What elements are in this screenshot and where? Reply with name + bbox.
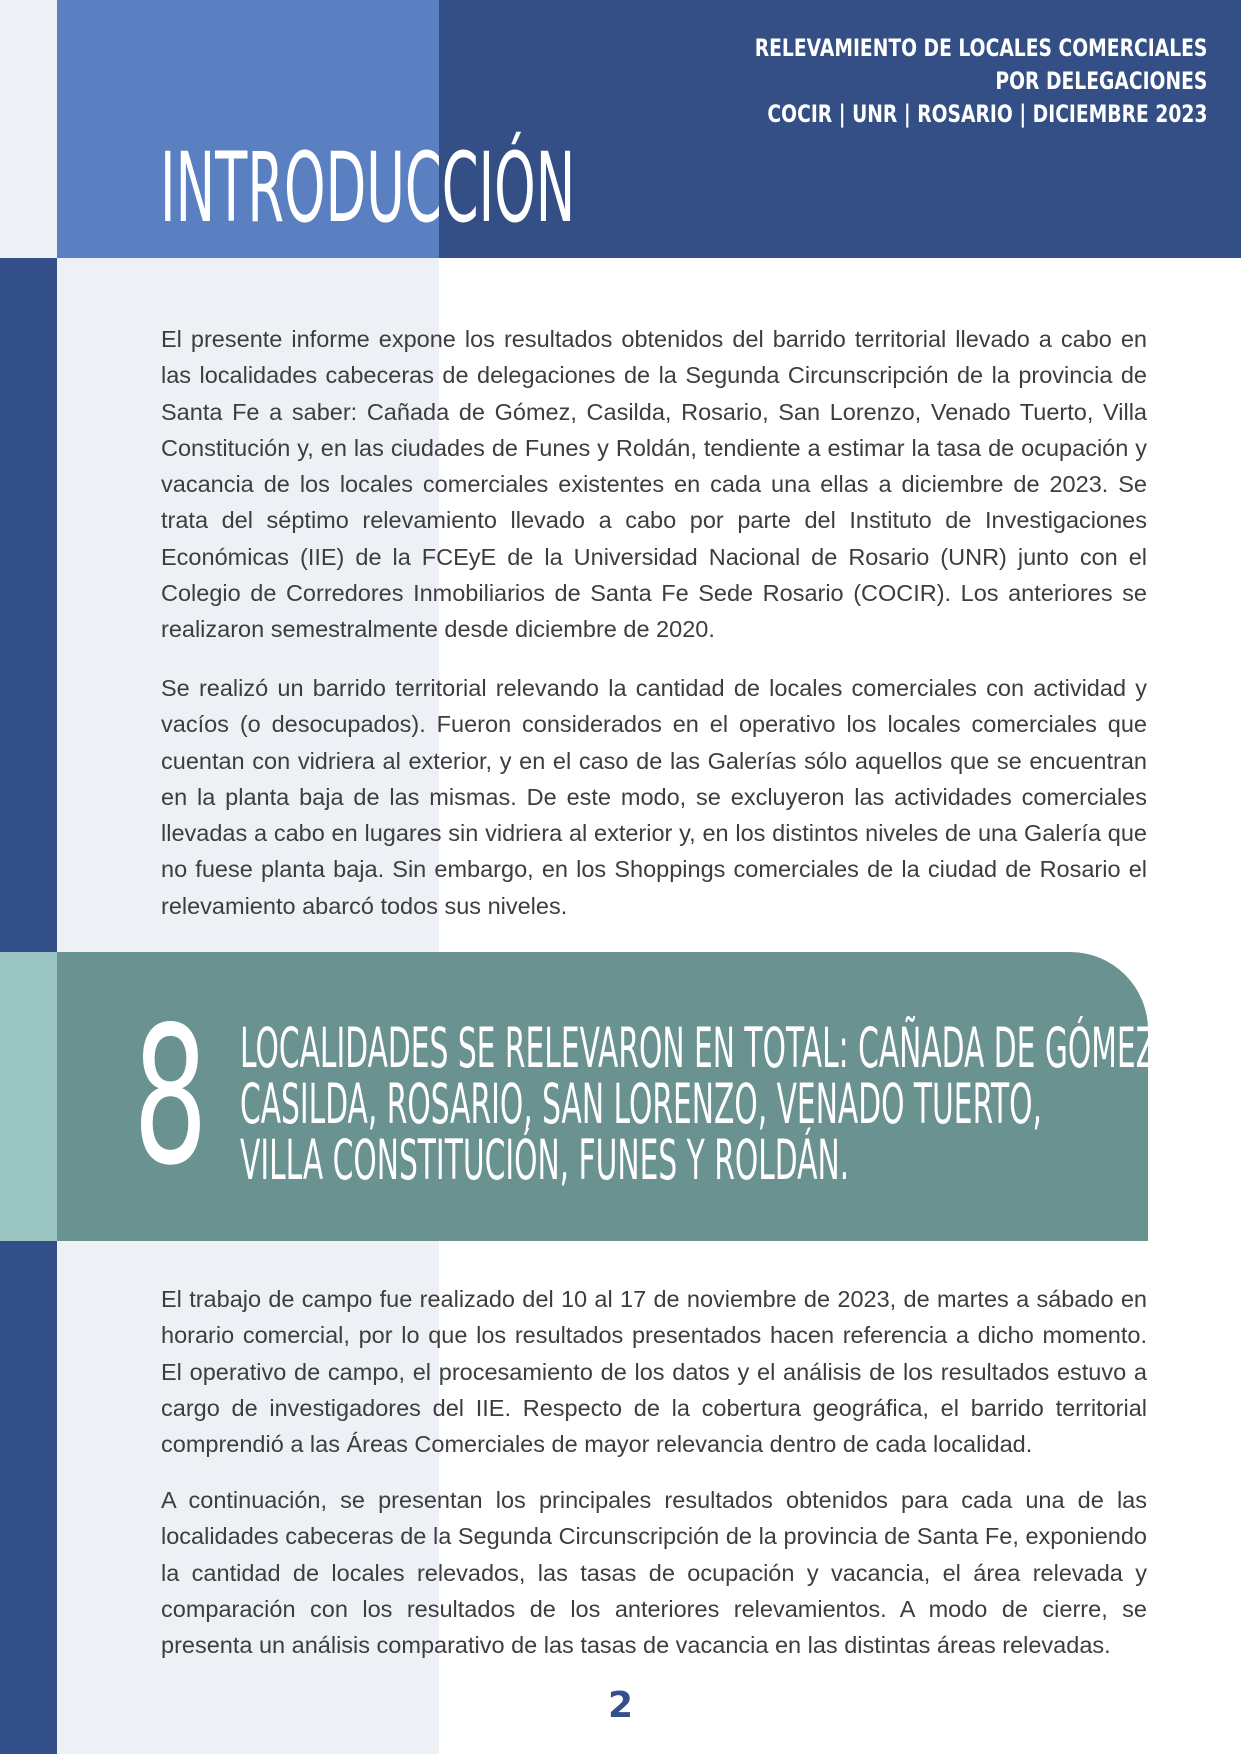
- page-number: 2: [607, 1685, 634, 1726]
- report-header: [627, 32, 1207, 131]
- section-title: INTRODUCCIÓN: [160, 132, 576, 244]
- header-line-publisher-date: COCIR | UNR | ROSARIO | DICIEMBRE 2023: [767, 100, 1207, 128]
- intro-paragraph-1: El presente informe expone los resultados obtenidos del barrido territorial llevado a cabo en las localidades cabeceras de delegaciones de la Segunda Circunscripción de la provincia de Santa Fe a saber: Cañada de Gómez, Casilda, Rosario, San Lorenzo, Venado Tuerto, Villa Constitución y, en las ciudades de Funes y Roldán, tendiente a estimar la tasa de ocupación y vacancia de los locales comerciales existentes en cada una ellas a diciembre de 2023. Se trata del séptimo relevamiento llevado a cabo por parte del Instituto de Investigaciones Económicas (IIE) de la FCEyE de la Universidad Nacional de Rosario (UNR) junto con el Colegio de Corredores Inmobiliarios de Santa Fe Sede Rosario (COCIR). Los anteriores se realizaron semestralmente desde diciembre de 2020.: [161, 326, 1147, 643]
- callout-line-3: VILLA CONSTITUCIÓN, FUNES Y ROLDÁN.: [240, 1128, 850, 1192]
- callout-text: [240, 1016, 1166, 1192]
- header-line-report-title: RELEVAMIENTO DE LOCALES COMERCIALES: [754, 34, 1207, 62]
- intro-paragraph-2: Se realizó un barrido territorial relevando la cantidad de locales comerciales con actividad y vacíos (o desocupados). Fueron considerados en el operativo los locales comerciales que cuentan con vidriera al exterior, y en el caso de las Galerías sólo aquellos que se encuentran en la planta baja de las mismas. De este modo, se excluyeron las actividades comerciales llevadas a cabo en lugares sin vidriera al exterior y, en los distintos niveles de una Galería que no fuese planta baja. Sin embargo, en los Shoppings comerciales de la ciudad de Rosario el relevamiento abarcó todos sus niveles.: [161, 675, 1147, 919]
- results-paragraph: A continuación, se presentan los principales resultados obtenidos para cada una de las localidades cabeceras de la Segunda Circunscripción de la provincia de Santa Fe, exponiendo la cantidad de locales relevados, las tasas de ocupación y vacancia, el área relevada y comparación con los resultados de los anteriores relevamientos. A modo de cierre, se presenta un análisis comparativo de las tasas de vacancia en las distintas áreas relevadas.: [161, 1487, 1147, 1659]
- callout-line-2: CASILDA, ROSARIO, SAN LORENZO, VENADO TUERTO,: [240, 1072, 1043, 1136]
- left-strip-top: [0, 0, 57, 258]
- callout-number: 8: [133, 986, 208, 1207]
- callout-accent-strip: [0, 952, 57, 1241]
- fieldwork-paragraph: El trabajo de campo fue realizado del 10 al 17 de noviembre de 2023, de martes a sábado en horario comercial, por lo que los resultados presentados hacen referencia a dicho momento. El operativo de campo, el procesamiento de los datos y el análisis de los resultados estuvo a cargo de investigadores del IIE. Respecto de la cobertura geográfica, el barrido territorial comprendió a las Áreas Comerciales de mayor relevancia dentro de cada localidad.: [161, 1286, 1147, 1458]
- header-line-subtitle: POR DELEGACIONES: [994, 67, 1207, 95]
- callout-line-1: LOCALIDADES SE RELEVARON EN TOTAL: CAÑADA DE GÓMEZ,: [240, 1016, 1166, 1080]
